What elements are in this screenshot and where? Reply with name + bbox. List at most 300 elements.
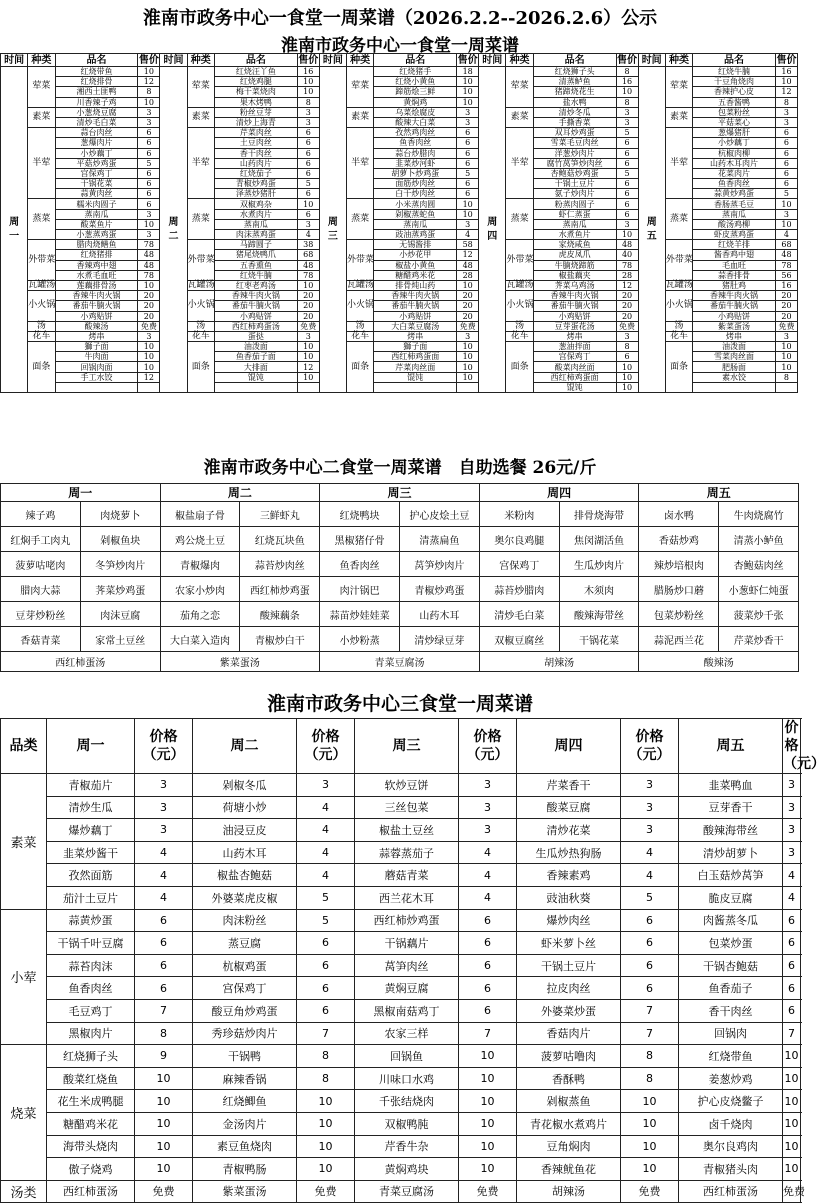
dish-price: 免费 <box>775 321 797 331</box>
dish-price: 5 <box>616 168 638 178</box>
dish-name: 青椒爆肉 <box>160 552 240 577</box>
dish-price: 3 <box>138 107 160 117</box>
table-row <box>1 977 801 1000</box>
dish-price: 10 <box>783 1135 801 1158</box>
dish-name: 蒜苗炒娃娃菜 <box>320 602 400 627</box>
dish-price: 20 <box>297 291 319 301</box>
dish-name: 腊肠炒口蘑 <box>639 577 719 602</box>
dish-name: 菠菜炒千张 <box>719 602 799 627</box>
dish-name: 清炒毛白菜 <box>479 602 559 627</box>
dish-price: 10 <box>775 77 797 87</box>
dish-price: 3 <box>621 796 679 819</box>
dish-name: 蒸南瓜 <box>693 209 776 219</box>
dish-price: 10 <box>457 280 479 290</box>
dish-name: 酸菜豆腐 <box>517 796 621 819</box>
dish-name: 西兰花木耳 <box>355 886 459 909</box>
dish-price: 6 <box>616 138 638 148</box>
dish-name: 酱香鸡中翅 <box>693 250 776 260</box>
soup-name: 西红柿蛋汤 <box>1 652 161 672</box>
dish-price: 6 <box>775 138 797 148</box>
category-cell: 小火锅 <box>665 291 692 322</box>
dish-price: 10 <box>616 87 638 97</box>
dish-name: 豉油秋葵 <box>517 886 621 909</box>
dish-name: 毛豆鸡丁 <box>47 999 135 1022</box>
dish-name: 马蹄圆子 <box>214 240 297 250</box>
day-header: 周五 <box>679 719 783 774</box>
dish-name: 护心皮烧鳖子 <box>679 1090 783 1113</box>
dish-price: 10 <box>138 342 160 352</box>
header-time: 时间 <box>638 54 665 67</box>
dish-price: 8 <box>616 97 638 107</box>
dish-name: 平菇炒鸡蛋 <box>55 158 138 168</box>
dish-name: 傲子烧鸡 <box>47 1158 135 1181</box>
dish-name: 杭椒肉柳 <box>693 148 776 158</box>
dish-name: 蛋挞 <box>214 331 297 341</box>
dish-name: 辣炒培根肉 <box>639 552 719 577</box>
dish-price: 10 <box>621 1135 679 1158</box>
dish-price: 3 <box>775 209 797 219</box>
dish-name: 爆炒肉丝 <box>517 909 621 932</box>
day-header: 周一 <box>1 484 161 502</box>
dish-name: 西红柿鸡蛋面 <box>533 372 616 382</box>
dish-price: 6 <box>621 909 679 932</box>
dish-price: 6 <box>616 209 638 219</box>
dish-price: 68 <box>775 240 797 250</box>
dish-name: 酸辣海带丝 <box>679 819 783 842</box>
table-row <box>1 577 799 602</box>
dish-price: 免费 <box>135 1180 193 1203</box>
dish-price: 7 <box>621 1022 679 1045</box>
dish-name: 鱼香茄子 <box>679 977 783 1000</box>
dish-name: 豆芽蛋花汤 <box>533 321 616 331</box>
dish-price: 7 <box>459 1022 517 1045</box>
dish-name: 椒盐藕夹 <box>533 270 616 280</box>
header-row <box>1 484 799 502</box>
dish-name: 小炒粉蒸 <box>320 627 400 652</box>
empty-cell <box>374 382 457 392</box>
dish-name: 莴笋炒肉片 <box>400 552 480 577</box>
dish-price: 10 <box>135 1112 193 1135</box>
dish-name: 红烧小黄鱼 <box>374 77 457 87</box>
dish-name: 奥尔良鸡腿 <box>479 527 559 552</box>
dish-price: 12 <box>775 87 797 97</box>
dish-name: 白干炒肉丝 <box>374 189 457 199</box>
dish-name: 奥尔良鸡肉 <box>679 1135 783 1158</box>
dish-price: 3 <box>783 774 801 797</box>
dish-name: 平菇菜心 <box>693 117 776 127</box>
dish-price: 20 <box>138 301 160 311</box>
dish-name: 面筋炒肉丝 <box>374 179 457 189</box>
dish-price: 4 <box>297 819 355 842</box>
dish-name: 蹄筋烩三鲜 <box>374 87 457 97</box>
dish-price: 4 <box>459 841 517 864</box>
dish-name: 干豆角烧肉 <box>693 77 776 87</box>
dish-name: 番茄牛腩火锅 <box>693 301 776 311</box>
dish-name: 五香熏鱼 <box>214 260 297 270</box>
dish-price: 6 <box>775 148 797 158</box>
dish-name: 青花椒水煮鸡片 <box>517 1112 621 1135</box>
day-header: 周三 <box>355 719 459 774</box>
dish-name: 排骨炖山药 <box>374 280 457 290</box>
dish-price: 10 <box>457 209 479 219</box>
dish-name: 山药肉片 <box>214 158 297 168</box>
dish-name: 湘西土匪鸭 <box>55 87 138 97</box>
dish-name: 红烧牛腩 <box>214 270 297 280</box>
dish-name: 芹菜香干 <box>517 774 621 797</box>
category-cell: 面条 <box>506 342 533 393</box>
dish-price: 10 <box>459 1135 517 1158</box>
header-category: 种类 <box>28 54 55 67</box>
dish-name: 肥肠面 <box>693 362 776 372</box>
dish-price: 5 <box>297 886 355 909</box>
dish-price: 6 <box>457 128 479 138</box>
dish-price: 28 <box>616 270 638 280</box>
category-cell: 荤菜 <box>28 67 55 108</box>
dish-name: 豆芽香干 <box>679 796 783 819</box>
dish-name: 香肠蒸毛豆 <box>693 199 776 209</box>
dish-name: 馄饨 <box>533 382 616 392</box>
dish-name: 蒸南瓜 <box>214 219 297 229</box>
dish-price: 78 <box>297 270 319 280</box>
dish-name: 木须肉 <box>559 577 639 602</box>
dish-name: 干锅藕片 <box>355 932 459 955</box>
dish-price: 7 <box>783 1022 801 1045</box>
dish-price: 10 <box>297 1158 355 1181</box>
dish-price: 4 <box>621 864 679 887</box>
dish-name: 小鸡贴饼 <box>533 311 616 321</box>
dish-price: 10 <box>783 1045 801 1068</box>
dish-price: 7 <box>135 999 193 1022</box>
dish-price: 5 <box>616 128 638 138</box>
dish-price: 3 <box>616 331 638 341</box>
dish-price: 4 <box>621 841 679 864</box>
dish-name: 水煮肉片 <box>214 209 297 219</box>
dish-name: 红烧瓦块鱼 <box>240 527 320 552</box>
dish-price: 10 <box>783 1158 801 1181</box>
header-price: 售价 <box>457 54 478 66</box>
dish-name: 小鸡贴饼 <box>214 311 297 321</box>
dish-name: 干锅花菜 <box>55 179 138 189</box>
dish-name: 双椒豆腐丝 <box>479 627 559 652</box>
dish-name: 干锅土豆片 <box>533 179 616 189</box>
header-price: 价格（元） <box>621 719 679 774</box>
dish-name: 清炒毛白菜 <box>55 117 138 127</box>
dish-name: 孜然面筋 <box>47 864 135 887</box>
dish-name: 馄饨 <box>214 372 297 382</box>
dish-price: 20 <box>457 291 479 301</box>
dish-name: 番茄牛腩火锅 <box>55 301 138 311</box>
day-label: 周一 <box>9 216 20 242</box>
header-dish: 品名 <box>533 54 616 67</box>
dish-name: 红烧猪排 <box>55 250 138 260</box>
category-cell: 外带菜 <box>187 240 214 281</box>
category-cell: 小火锅 <box>187 291 214 322</box>
dish-price: 20 <box>616 291 638 301</box>
dish-price: 56 <box>775 270 797 280</box>
dish-name: 腐竹莴笋炒肉丝 <box>533 158 616 168</box>
dish-name: 泽蒸炒猪肝 <box>214 189 297 199</box>
dish-name: 包菜炒蛋 <box>679 932 783 955</box>
dish-name: 洋葱炒肉片 <box>533 148 616 158</box>
dish-price: 18 <box>457 67 479 77</box>
dish-name: 干锅杏鲍菇 <box>679 954 783 977</box>
dish-name: 香辣牛肉火锅 <box>214 291 297 301</box>
dish-price: 6 <box>138 138 160 148</box>
dish-price: 10 <box>138 352 160 362</box>
soup-row <box>1 652 799 672</box>
header-dish: 品名 <box>374 54 457 67</box>
dish-name: 三鲜虾丸 <box>240 502 320 527</box>
dish-name: 鱼香肉丝 <box>693 179 776 189</box>
soup-name: 青菜豆腐汤 <box>320 652 480 672</box>
dish-price: 3 <box>457 219 479 229</box>
dish-price: 10 <box>297 77 319 87</box>
category-cell: 半荤 <box>506 128 533 199</box>
dish-price: 3 <box>616 219 638 229</box>
day-label: 周三 <box>327 216 338 242</box>
category-cell: 小火锅 <box>506 291 533 322</box>
dish-price: 6 <box>459 909 517 932</box>
dish-name: 芹菜肉丝面 <box>374 362 457 372</box>
dish-price: 16 <box>775 280 797 290</box>
header-price: 价格（元） <box>135 719 193 774</box>
header-time: 时间 <box>479 54 506 67</box>
category-cell: 汤 <box>506 321 533 331</box>
dish-price: 5 <box>775 189 797 199</box>
dish-price: 6 <box>775 168 797 178</box>
dish-price: 10 <box>616 372 638 382</box>
dish-name: 山药木耳 <box>400 602 480 627</box>
dish-name: 肉沫豆腐 <box>80 602 160 627</box>
day-header: 周四 <box>517 719 621 774</box>
table-row <box>1 280 798 290</box>
dish-name: 杏鲍菇炒鸡蛋 <box>533 168 616 178</box>
dish-price: 6 <box>621 954 679 977</box>
dish-name: 蘑菇青菜 <box>355 864 459 887</box>
category-cell: 花车 <box>506 331 533 341</box>
table-row <box>1 527 799 552</box>
header-price: 售价 <box>138 54 159 66</box>
canteen2-menu-table <box>0 483 799 672</box>
dish-price: 3 <box>775 107 797 117</box>
dish-name: 牛腩烧蹄筋 <box>533 260 616 270</box>
dish-name: 椒盐杏鲍菇 <box>193 864 297 887</box>
dish-price: 20 <box>775 301 797 311</box>
dish-price: 7 <box>297 1022 355 1045</box>
dish-name: 小鸡贴饼 <box>693 311 776 321</box>
dish-name: 椒盐扇子骨 <box>160 502 240 527</box>
dish-price: 3 <box>457 117 479 127</box>
dish-name: 红烧茄子 <box>214 168 297 178</box>
dish-name: 家烧咸鱼 <box>533 240 616 250</box>
dish-name: 黑椒肉片 <box>47 1022 135 1045</box>
dish-name: 香菇炒鸡 <box>639 527 719 552</box>
empty-cell <box>693 382 776 392</box>
canteen3-menu-table <box>0 718 825 1203</box>
header-row <box>1 719 801 774</box>
dish-name: 小葱烧豆腐 <box>55 107 138 117</box>
dish-price: 3 <box>783 819 801 842</box>
dish-price: 3 <box>459 774 517 797</box>
dish-price: 6 <box>138 179 160 189</box>
dish-price: 3 <box>616 107 638 117</box>
dish-name: 清蒸小鲈鱼 <box>719 527 799 552</box>
dish-price: 6 <box>783 909 801 932</box>
dish-name: 香辣护心皮 <box>693 87 776 97</box>
dish-price: 免费 <box>459 1180 517 1203</box>
dish-price: 3 <box>138 230 160 240</box>
dish-name: 清炒花菜 <box>517 819 621 842</box>
dish-name: 清炒绿豆芽 <box>400 627 480 652</box>
dish-name: 虾皮蒸鸡蛋 <box>693 230 776 240</box>
dish-price: 4 <box>775 230 797 240</box>
dish-name: 香辣鱿鱼花 <box>517 1158 621 1181</box>
category-cell: 荤菜 <box>187 67 214 108</box>
day-cell <box>319 67 346 393</box>
dish-name: 青椒炒鸡蛋 <box>214 179 297 189</box>
dish-price: 4 <box>297 230 319 240</box>
dish-price: 3 <box>138 209 160 219</box>
dish-name: 清炒生瓜 <box>47 796 135 819</box>
dish-price: 6 <box>297 148 319 158</box>
dish-price: 8 <box>775 97 797 107</box>
dish-name: 蒜泥西兰花 <box>639 627 719 652</box>
dish-name: 肉烧萝卜 <box>80 502 160 527</box>
dish-name: 姜葱炒鸡 <box>679 1067 783 1090</box>
header-dish: 品名 <box>693 54 776 67</box>
dish-name: 蒸豆腐 <box>193 932 297 955</box>
dish-name: 蒜苔肉沫 <box>47 954 135 977</box>
dish-name: 金汤肉片 <box>193 1112 297 1135</box>
dish-name: 荷塘小炒 <box>193 796 297 819</box>
dish-price: 4 <box>297 796 355 819</box>
dish-price: 10 <box>297 280 319 290</box>
dish-name: 西红柿蛋汤 <box>47 1180 135 1203</box>
dish-price: 48 <box>616 240 638 250</box>
header-time: 时间 <box>319 54 346 67</box>
dish-name: 酸豆角炒鸡蛋 <box>193 999 297 1022</box>
dish-price: 10 <box>135 1158 193 1181</box>
dish-price: 6 <box>297 189 319 199</box>
dish-name: 粉丝豆芽 <box>214 107 297 117</box>
dish-name: 花菜肉片 <box>693 168 776 178</box>
dish-name: 剁椒蒸鱼 <box>517 1090 621 1113</box>
dish-price: 免费 <box>138 321 160 331</box>
table-row <box>1 627 799 652</box>
day-header: 周五 <box>639 484 799 502</box>
dish-price: 10 <box>138 67 160 77</box>
dish-name: 蒸南瓜 <box>533 219 616 229</box>
dish-price: 6 <box>783 999 801 1022</box>
dish-name: 蒸南瓜 <box>55 209 138 219</box>
dish-price: 4 <box>783 864 801 887</box>
dish-name: 獅子面 <box>55 342 138 352</box>
dish-name: 蒜台炒腊肉 <box>374 148 457 158</box>
dish-price: 6 <box>457 158 479 168</box>
dish-price: 4 <box>297 864 355 887</box>
category-cell: 小荤 <box>1 909 47 1045</box>
table-row <box>1 954 801 977</box>
dish-price: 4 <box>783 886 801 909</box>
dish-price: 10 <box>783 1067 801 1090</box>
dish-price: 10 <box>297 1112 355 1135</box>
dish-price: 5 <box>297 909 355 932</box>
dish-name: 蒸南瓜 <box>374 219 457 229</box>
dish-name: 水煮毛血旺 <box>55 270 138 280</box>
dish-name: 宫保鸡丁 <box>55 168 138 178</box>
dish-price: 48 <box>775 250 797 260</box>
dish-name: 胡萝卜炒鸡蛋 <box>374 168 457 178</box>
dish-name: 莴笋肉丝 <box>355 954 459 977</box>
dish-name: 红烧牛腩 <box>693 67 776 77</box>
dish-price: 8 <box>616 342 638 352</box>
day-label: 周二 <box>168 216 179 242</box>
dish-price: 10 <box>457 362 479 372</box>
header-category: 种类 <box>506 54 533 67</box>
category-cell: 半荤 <box>665 128 692 199</box>
dish-name: 西红柿鸡蛋面 <box>374 352 457 362</box>
dish-name: 菠萝咕咾肉 <box>1 552 81 577</box>
dish-name: 香菇肉片 <box>517 1022 621 1045</box>
dish-price: 4 <box>135 841 193 864</box>
dish-name: 果木烤鸭 <box>214 97 297 107</box>
dish-price: 免费 <box>621 1180 679 1203</box>
dish-price: 3 <box>621 774 679 797</box>
dish-price: 10 <box>138 280 160 290</box>
dish-name: 剁椒鱼块 <box>80 527 160 552</box>
table-row <box>1 1090 801 1113</box>
dish-price: 6 <box>135 909 193 932</box>
dish-price: 78 <box>138 240 160 250</box>
dish-price: 10 <box>297 87 319 97</box>
category-cell: 蒸菜 <box>506 199 533 240</box>
dish-name: 五香酱鸭 <box>693 97 776 107</box>
dish-price: 6 <box>775 179 797 189</box>
dish-name: 红烧狮子头 <box>533 67 616 77</box>
dish-price: 6 <box>297 999 355 1022</box>
header-category: 种类 <box>347 54 374 67</box>
dish-name: 红烧猪手 <box>374 67 457 77</box>
dish-name: 蒜黄炒蛋 <box>47 909 135 932</box>
dish-price: 8 <box>135 1022 193 1045</box>
empty-cell <box>55 382 138 392</box>
dish-name: 酸汤鸡柳 <box>693 219 776 229</box>
dish-price: 10 <box>616 382 638 392</box>
dish-price: 3 <box>297 117 319 127</box>
header-time: 时间 <box>160 54 187 67</box>
dish-price: 10 <box>459 1158 517 1181</box>
dish-name: 肉沫粉丝 <box>193 909 297 932</box>
dish-price: 5 <box>621 886 679 909</box>
dish-name: 山药木耳 <box>193 841 297 864</box>
dish-price: 7 <box>621 999 679 1022</box>
dish-price: 10 <box>616 230 638 240</box>
dish-price: 10 <box>457 97 479 107</box>
dish-name: 牛肉面 <box>55 352 138 362</box>
category-cell: 小火锅 <box>28 291 55 322</box>
dish-name: 素豆鱼烧肉 <box>193 1135 297 1158</box>
dish-name: 清炒冬瓜 <box>533 107 616 117</box>
dish-price: 10 <box>775 219 797 229</box>
dish-price: 8 <box>621 1045 679 1068</box>
dish-price: 10 <box>297 352 319 362</box>
table-row <box>1 774 801 797</box>
dish-name: 农家三样 <box>355 1022 459 1045</box>
dish-name: 葱爆猪肝 <box>693 128 776 138</box>
dish-name: 鱼香茄子面 <box>214 352 297 362</box>
dish-name: 香辣鸡中翅 <box>55 260 138 270</box>
table-row <box>1 67 798 77</box>
